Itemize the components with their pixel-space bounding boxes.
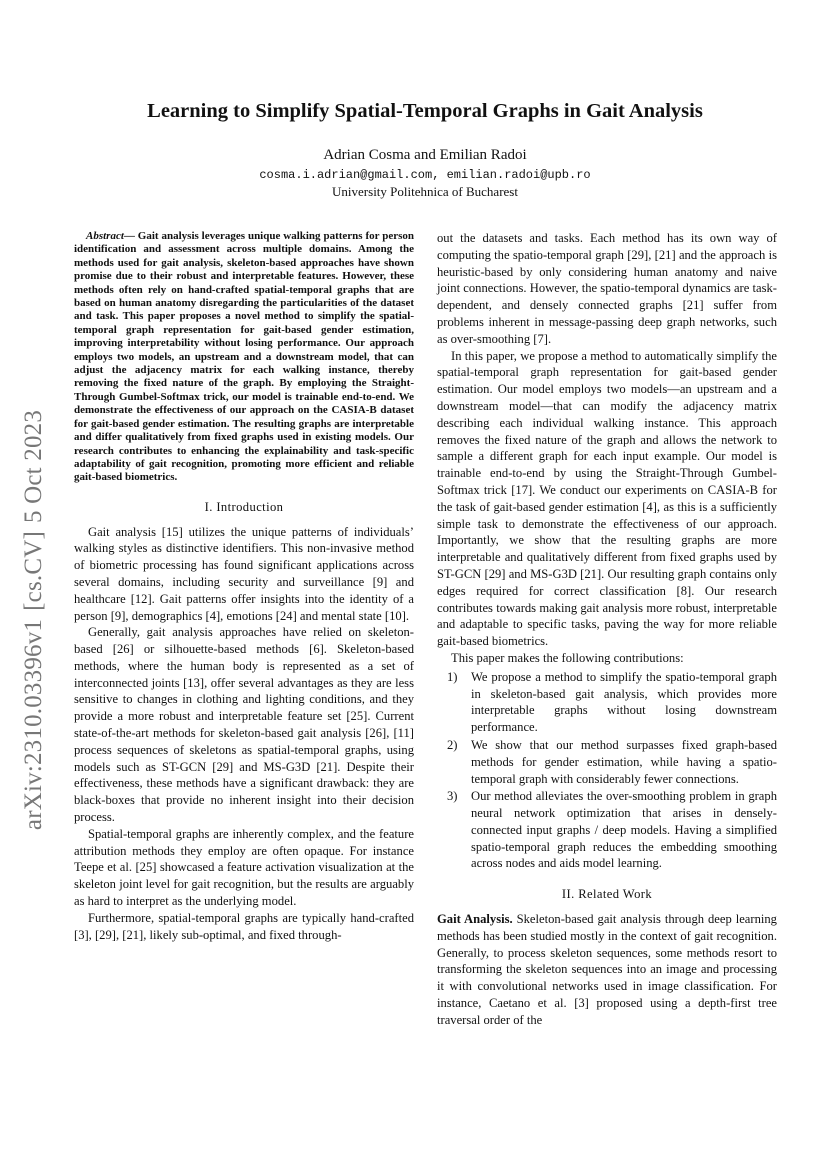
intro-paragraph: Furthermore, spatial-temporal graphs are typically hand-crafted [3], [29], [21], likely sub-optimal, and fixed through- <box>74 910 414 942</box>
intro-paragraph: Gait analysis [15] utilizes the unique patterns of individuals’ walking styles as distinctive identifiers. This non-invasive method of biometric processing has found significant applications across several domains, including security and surveillance [9] and healthcare [12]. Gait patterns offer insights into the identity of a person [9], demographics [4], emotions [24] and mental state [10]. <box>74 524 414 623</box>
arxiv-id: arXiv:2310.03396v1 <box>20 618 47 831</box>
section-heading-related-work: II. Related Work <box>561 887 653 902</box>
paper-authors: Adrian Cosma and Emilian Radoi <box>323 147 527 163</box>
right-column <box>437 230 777 1029</box>
paper-title: Learning to Simplify Spatial-Temporal Graphs in Gait Analysis <box>147 100 703 122</box>
list-item-text: We propose a method to simplify the spatio-temporal graph in skeleton-based gait analysis, which provides more interpretable graphs without losing downstream performance. <box>471 669 777 735</box>
arxiv-category: [cs.CV] <box>20 531 47 611</box>
run-in-heading: Gait Analysis. <box>437 912 513 927</box>
abstract <box>74 230 414 485</box>
abstract-label: Abstract <box>86 230 124 242</box>
author-affiliation: University Politehnica of Bucharest <box>332 184 518 199</box>
list-item <box>447 669 777 736</box>
list-item <box>447 788 777 872</box>
intro-paragraph: out the datasets and tasks. Each method has its own way of computing the spatio-temporal graph [29], [21] and the approach is heuristic-based by only considering human anatomy and naive joint connections. However, the spatio-temporal dynamics are task-dependent, and densely connected graphs [21] suffer from problems inherent in message-passing deep graph networks, such as over-smoothing [7]. <box>437 231 777 346</box>
intro-paragraph: Generally, gait analysis approaches have relied on skeleton-based [26] or silhouette-based methods [6]. Skeleton-based methods, where the human body is represented as a set of interconnected joints [13], offer several advantages as they are less sensitive to changes in clothing and lighting conditions, and they provide a more robust and interpretable feature set [25]. Current state-of-the-art methods for skeleton-based gait analysis [26], [11] process sequences of skeletons as spatial-temporal graphs, using models such as ST-GCN [29] and MS-G3D [21]. Despite their effectiveness, these methods have a significant drawback: they are black-boxes that provide no inherent insight into their decision process. <box>74 625 414 825</box>
list-item-text: Our method alleviates the over-smoothing problem in graph neural network optimization that arises in densely-connected input graphs / deep models. Having a simplified spatio-temporal graph reduces the embedding smoothing across nodes and aids model learning. <box>471 789 777 871</box>
contributions-list <box>437 669 777 873</box>
related-work-paragraph <box>437 911 777 1029</box>
left-column <box>74 230 414 943</box>
intro-paragraph: In this paper, we propose a method to automatically simplify the spatial-temporal graph representation for gait-based gender estimation. Our model employs two models—an upstream and a downstream model—that can modify the adjacency matrix describing each individual walking instance. This approach removes the fixed nature of the graph and allows the network to sample a different graph for each input example. Our model is trainable end-to-end by using the Straight-Through Gumbel-Softmax trick [17]. We conduct our experiments on CASIA-B for the task of gait-based gender estimation [4], as this is a sufficiently simple task to demonstrate the effectiveness of our approach. Importantly, we show that the resulting graphs are more interpretable and qualitatively different from fixed graphs used by ST-GCN [29] and MS-G3D [21]. Our resulting graph contains only edges required for correct classification [8]. Our research contributes towards making gait analysis more robust, interpretable and adaptable to specific tasks, paving the way for more reliable gait-based biometrics. <box>437 348 777 649</box>
list-item-number: 1) <box>447 669 458 684</box>
list-item-text: We show that our method surpasses fixed graph-based methods for gender estimation, while having a spatio-temporal graph with considerably fewer connections. <box>471 737 777 786</box>
intro-paragraph: Spatial-temporal graphs are inherently complex, and the feature attribution methods they employ are often opaque. For instance Teepe et al. [25] showcased a feature activation visualization at the skeleton joint level for gait recognition, but the results are arguably as hard to interpret as the underlying model. <box>74 826 414 909</box>
list-item-number: 2) <box>447 737 458 752</box>
contributions-intro: This paper makes the following contributions: <box>451 650 684 665</box>
arxiv-date: 5 Oct 2023 <box>20 409 47 524</box>
section-heading-introduction: I. Introduction <box>204 499 284 514</box>
list-item-number: 3) <box>447 789 458 804</box>
abstract-text: — Gait analysis leverages unique walking patterns for person identification and assessment across multiple domains. Among the methods used for gait analysis, skeleton-based approaches have shown promise due to their robust and interpretable features. However, these methods often rely on hand-crafted spatial-temporal graphs that are based on human anatomy disregarding the particularities of the dataset and task. This paper proposes a novel method to simplify the spatial-temporal graph representation for gait-based gender estimation, improving interpretability without losing performance. Our approach employs two models, an upstream and a downstream model, that can adjust the adjacency matrix for each walking instance, thereby removing the fixed nature of the graph. By employing the Straight-Through Gumbel-Softmax trick, our model is trainable end-to-end. We demonstrate the effectiveness of our approach on the CASIA-B dataset for gait-based gender estimation. The resulting graphs are interpretable and differ qualitatively from fixed graphs used in existing models. Our research contributes to enhancing the explainability and task-specific adaptability of gait recognition, promoting more efficient and reliable gait-based biometrics. <box>74 230 414 484</box>
author-emails: cosma.i.adrian@gmail.com, emilian.radoi@upb.ro <box>259 168 591 182</box>
related-work-text: Skeleton-based gait analysis through deep learning methods has been studied mostly in the context of gait recognition. Generally, to process skeleton sequences, some methods resort to transforming the skeleton sequences into an image and processing it with convolutional networks used in image classification. For instance, Caetano et al. [3] proposed using a depth-first tree traversal order of the <box>437 912 777 1027</box>
list-item <box>447 737 777 787</box>
arxiv-side-identifier <box>14 385 54 855</box>
